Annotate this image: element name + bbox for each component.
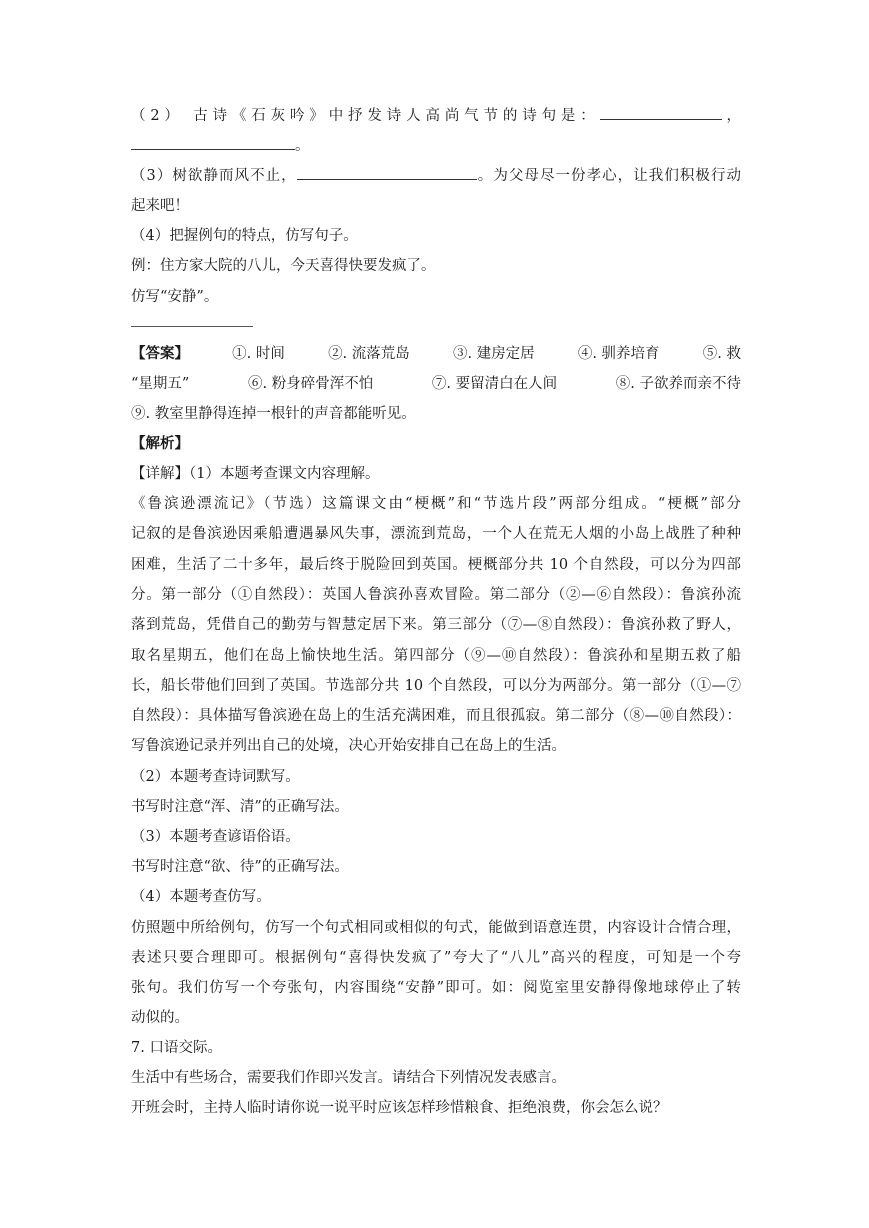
analysis-p1-line: 落到荒岛，凭借自己的勤劳与智慧定居下来。第三部分（⑦—⑧自然段）：鲁滨孙救了野人， bbox=[131, 617, 741, 633]
analysis-p1-line: 困难，生活了二十多年，最后终于脱险回到英国。梗概部分共 10 个自然段，可以分为四部 bbox=[131, 557, 741, 573]
analysis-p1-line: 记叙的是鲁滨逊因乘船遭遇暴风失事，漂流到荒岛，一个人在荒无人烟的小岛上战胜了种种 bbox=[131, 526, 741, 542]
q3-prompt: （3）树欲静而风不止， bbox=[131, 168, 297, 184]
analysis-p1-line: 自然段）：具体描写鲁滨逊在岛上的生活充满困难，而且很孤寂。第二部分（⑧—⑩自然段）： bbox=[131, 708, 741, 724]
answer-item-6: ⑥. 粉身碎骨浑不怕 bbox=[248, 376, 374, 392]
answer-item-1: ①. 时间 bbox=[232, 346, 285, 362]
q2-blank-2[interactable] bbox=[131, 135, 295, 150]
answer-line-2 bbox=[131, 374, 741, 394]
answer-line-1 bbox=[131, 344, 741, 364]
answer-item-9: ⑨. 教室里静得连掉一根针的声音都能听见。 bbox=[131, 406, 416, 422]
answer-label: 【答案】 bbox=[131, 345, 189, 362]
analysis-label: 【解析】 bbox=[131, 435, 189, 452]
q3-suffix: 。为父母尽一份孝心，让我们积极行动 bbox=[476, 168, 742, 184]
q3-continuation: 起来吧！ bbox=[131, 198, 189, 214]
section-divider bbox=[131, 326, 253, 327]
q7-title: 7. 口语交际。 bbox=[131, 1040, 222, 1056]
answer-item-5: ⑤. 救 bbox=[702, 346, 741, 362]
analysis-p4-line: 动似的。 bbox=[131, 1010, 189, 1026]
q2-line bbox=[131, 105, 741, 126]
s3-text: 书写时注意“欲、待”的正确写法。 bbox=[131, 859, 349, 875]
analysis-p1-line: 取名星期五，他们在岛上愉快地生活。第四部分（⑨—⑩自然段）：鲁滨孙和星期五救了船 bbox=[131, 648, 741, 664]
answer-item-3: ③. 建房定居 bbox=[452, 346, 535, 362]
q4-example: 例：住方家大院的八儿，今天喜得快要发疯了。 bbox=[131, 258, 436, 274]
s3-title: （3）本题考查谚语俗语。 bbox=[131, 829, 300, 845]
analysis-p4-line: 张句。我们仿写一个夸张句，内容围绕“安静”即可。如：阅览室里安静得像地球停止了转 bbox=[131, 980, 741, 996]
s4-title: （4）本题考查仿写。 bbox=[131, 889, 271, 905]
q2-blank-1[interactable] bbox=[600, 105, 722, 120]
q2-line-2 bbox=[131, 135, 741, 156]
answer-item-4: ④. 驯养培育 bbox=[577, 346, 660, 362]
answer-item-2: ②. 流落荒岛 bbox=[328, 346, 410, 362]
q7-line-1: 生活中有些场合，需要我们作即兴发言。请结合下列情况发表感言。 bbox=[131, 1070, 566, 1086]
s2-text: 书写时注意“浑、清”的正确写法。 bbox=[131, 799, 349, 815]
answer-item-5-cont: “星期五” bbox=[131, 376, 190, 392]
q4-task: 仿写“安静”。 bbox=[131, 289, 219, 305]
analysis-p1-line: 《鲁滨逊漂流记》（节选）这篇课文由“梗概”和“节选片段”两部分组成。“梗概”部分 bbox=[131, 496, 741, 512]
analysis-p1-line: 长，船长带他们回到了英国。节选部分共 10 个自然段，可以分为两部分。第一部分（①—⑦ bbox=[131, 678, 741, 694]
analysis-p4-line: 仿照题中所给例句，仿写一个句式相同或相似的句式，能做到语意连贯，内容设计合情合理， bbox=[131, 920, 741, 936]
analysis-p4-line: 表述只要合理即可。根据例句“喜得快发疯了”夸大了“八儿”高兴的程度，可知是一个夸 bbox=[131, 950, 741, 966]
q3-blank[interactable] bbox=[297, 165, 477, 180]
q2-separator: ， bbox=[721, 108, 741, 124]
detail-title: 【详解】（1）本题考查课文内容理解。 bbox=[131, 466, 380, 482]
q4-title: （4）把握例句的特点，仿写句子。 bbox=[131, 228, 358, 244]
answer-item-8: ⑧. 子欲养而亲不待 bbox=[615, 376, 741, 392]
q7-line-2: 开班会时，主持人临时请你说一说平时应该怎样珍惜粮食、拒绝浪费，你会怎么说？ bbox=[131, 1100, 668, 1116]
s2-title: （2）本题考查诗词默写。 bbox=[131, 769, 300, 785]
q2-end: 。 bbox=[295, 138, 310, 154]
q2-prompt: （2） 古诗《石灰吟》中抒发诗人高尚气节的诗句是： bbox=[131, 108, 600, 124]
answer-item-7: ⑦. 要留清白在人间 bbox=[431, 376, 558, 392]
analysis-p1-line: 写鲁滨逊记录并列出自己的处境，决心开始安排自己在岛上的生活。 bbox=[131, 738, 566, 754]
q3-line bbox=[131, 165, 741, 186]
analysis-p1-line: 分。第一部分（①自然段）：英国人鲁滨孙喜欢冒险。第二部分（②—⑥自然段）：鲁滨孙流 bbox=[131, 587, 741, 603]
